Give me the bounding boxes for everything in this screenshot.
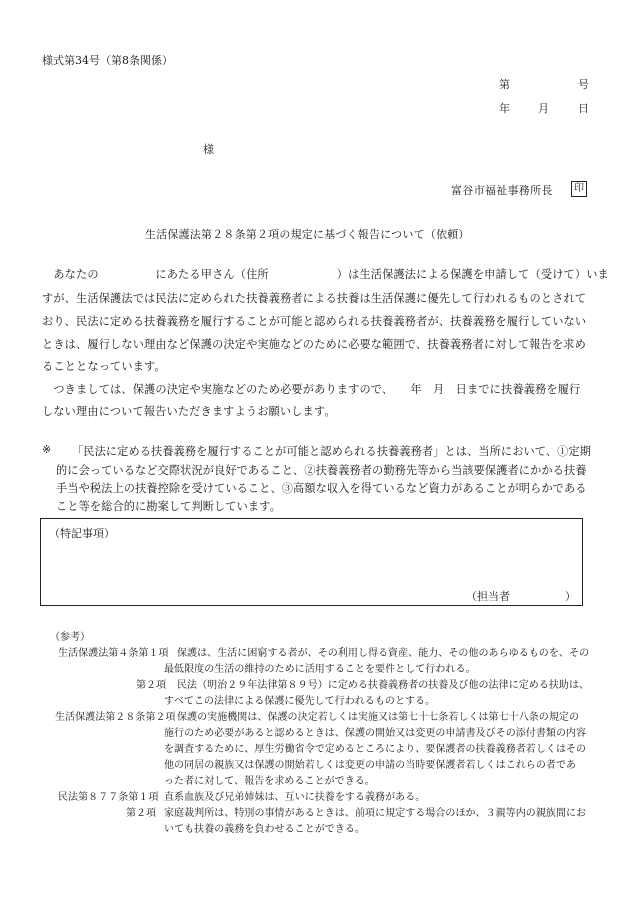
reference-label: 民法第８７７条第１項 bbox=[58, 792, 159, 803]
reference-text: いても扶養の義務を負わせることができる。 bbox=[164, 824, 365, 835]
reference-label: 第２項 bbox=[126, 808, 157, 819]
seal-stamp: 印 bbox=[571, 181, 587, 197]
note-mark: ※ bbox=[42, 443, 52, 456]
note-line: 「民法に定める扶養義務を履行することが可能と認められる扶養義務者」とは、当所において、①定期 bbox=[72, 445, 592, 458]
reference-text: を調査するために、厚生労働省令で定めるところにより、要保護者の扶養義務者若しくはその bbox=[164, 744, 587, 755]
contact-person: （担当者 ） bbox=[466, 590, 576, 603]
note-line: 手当や税法上の扶養控除を受けていること、③高額な収入を得ているなど資力があることが明らかである bbox=[56, 482, 587, 495]
reference-text: 他の同居の親族又は保護の開始若しくは変更の申請の当時要保護者若しくはこれらの者であ bbox=[164, 760, 577, 771]
reference-label: 第２項 bbox=[136, 680, 167, 691]
body-line: すが、生活保護法では民法に定められた扶養義務者による扶養は生活保護に優先して行われるものとされて bbox=[42, 292, 587, 305]
remarks-box[interactable] bbox=[40, 518, 583, 606]
reference-text: 直系血族及び兄弟姉妹は、互いに扶養をする義務がある。 bbox=[164, 792, 426, 803]
addressee-suffix: 様 bbox=[203, 143, 214, 156]
date-month: 月 bbox=[538, 102, 549, 115]
body-line: おり、民法に定める扶養義務を履行することが可能と認められる扶養義務者が、扶養義務を履行していない bbox=[42, 315, 587, 328]
note-line: こと等を総合的に勘案して判断しています。 bbox=[56, 500, 281, 513]
body-line: あなたの にあたる甲さん（住所 ）は生活保護法による保護を申請して（受けて）いま bbox=[42, 268, 609, 281]
date-day: 日 bbox=[578, 102, 589, 115]
reference-label: 生活保護法第４条第１項 bbox=[58, 648, 169, 659]
reference-text: 民法（明治２９年法律第８９号）に定める扶養義務者の扶養及び他の法律に定める扶助は、 bbox=[177, 680, 590, 691]
body-line: しない理由について報告いただきますようお願いします。 bbox=[42, 405, 336, 418]
reference-text: 最低限度の生活の維持のために活用することを要件として行われる。 bbox=[164, 664, 476, 675]
reference-label: 生活保護法第２８条第２項 bbox=[55, 712, 176, 723]
note-line: 的に会っているなど交際状況が良好であること、②扶養義務者の勤務先等から当該要保護者にかかる扶養 bbox=[56, 464, 587, 477]
reference-text: 保護の実施機関は、保護の決定若しくは実施又は第七十七条若しくは第七十八条の規定の bbox=[177, 712, 579, 723]
reference-heading: （参考） bbox=[50, 632, 91, 643]
reference-text: 家庭裁判所は、特別の事情があるときは、前項に規定する場合のほか、３親等内の親族間にお bbox=[164, 808, 587, 819]
sender-name: 富谷市福祉事務所長 bbox=[451, 184, 553, 197]
reference-text: 施行のため必要があると認めるときは、保護の開始又は変更の申請書及びその添付書類の内容 bbox=[164, 728, 587, 739]
date-year: 年 bbox=[499, 102, 510, 115]
remarks-label: （特記事項） bbox=[49, 527, 115, 540]
body-line: つきましては、保護の決定や実施などのため必要がありますので、 年 月 日までに扶養義務を履行 bbox=[42, 383, 581, 396]
body-line: ることとなっています。 bbox=[42, 360, 166, 373]
body-line: ときは、履行しない理由など保護の決定や実施などのために必要な範囲で、扶養義務者に対して報告を求め bbox=[42, 338, 586, 351]
reference-text: 保護は、生活に困窮する者が、その利用し得る資産、能力、その他のあらゆるものを、その bbox=[177, 648, 590, 659]
reference-text: すべてこの法律による保護に優先して行われるものとする。 bbox=[164, 696, 436, 707]
reference-text: った者に対して、報告を求めることができる。 bbox=[164, 776, 375, 787]
form-number: 様式第34号（第8条関係） bbox=[42, 54, 173, 67]
doc-number-suffix: 号 bbox=[578, 78, 589, 91]
doc-number-prefix: 第 bbox=[499, 78, 510, 91]
document-title: 生活保護法第２８条第２項の規定に基づく報告について（依頼） bbox=[145, 228, 470, 241]
